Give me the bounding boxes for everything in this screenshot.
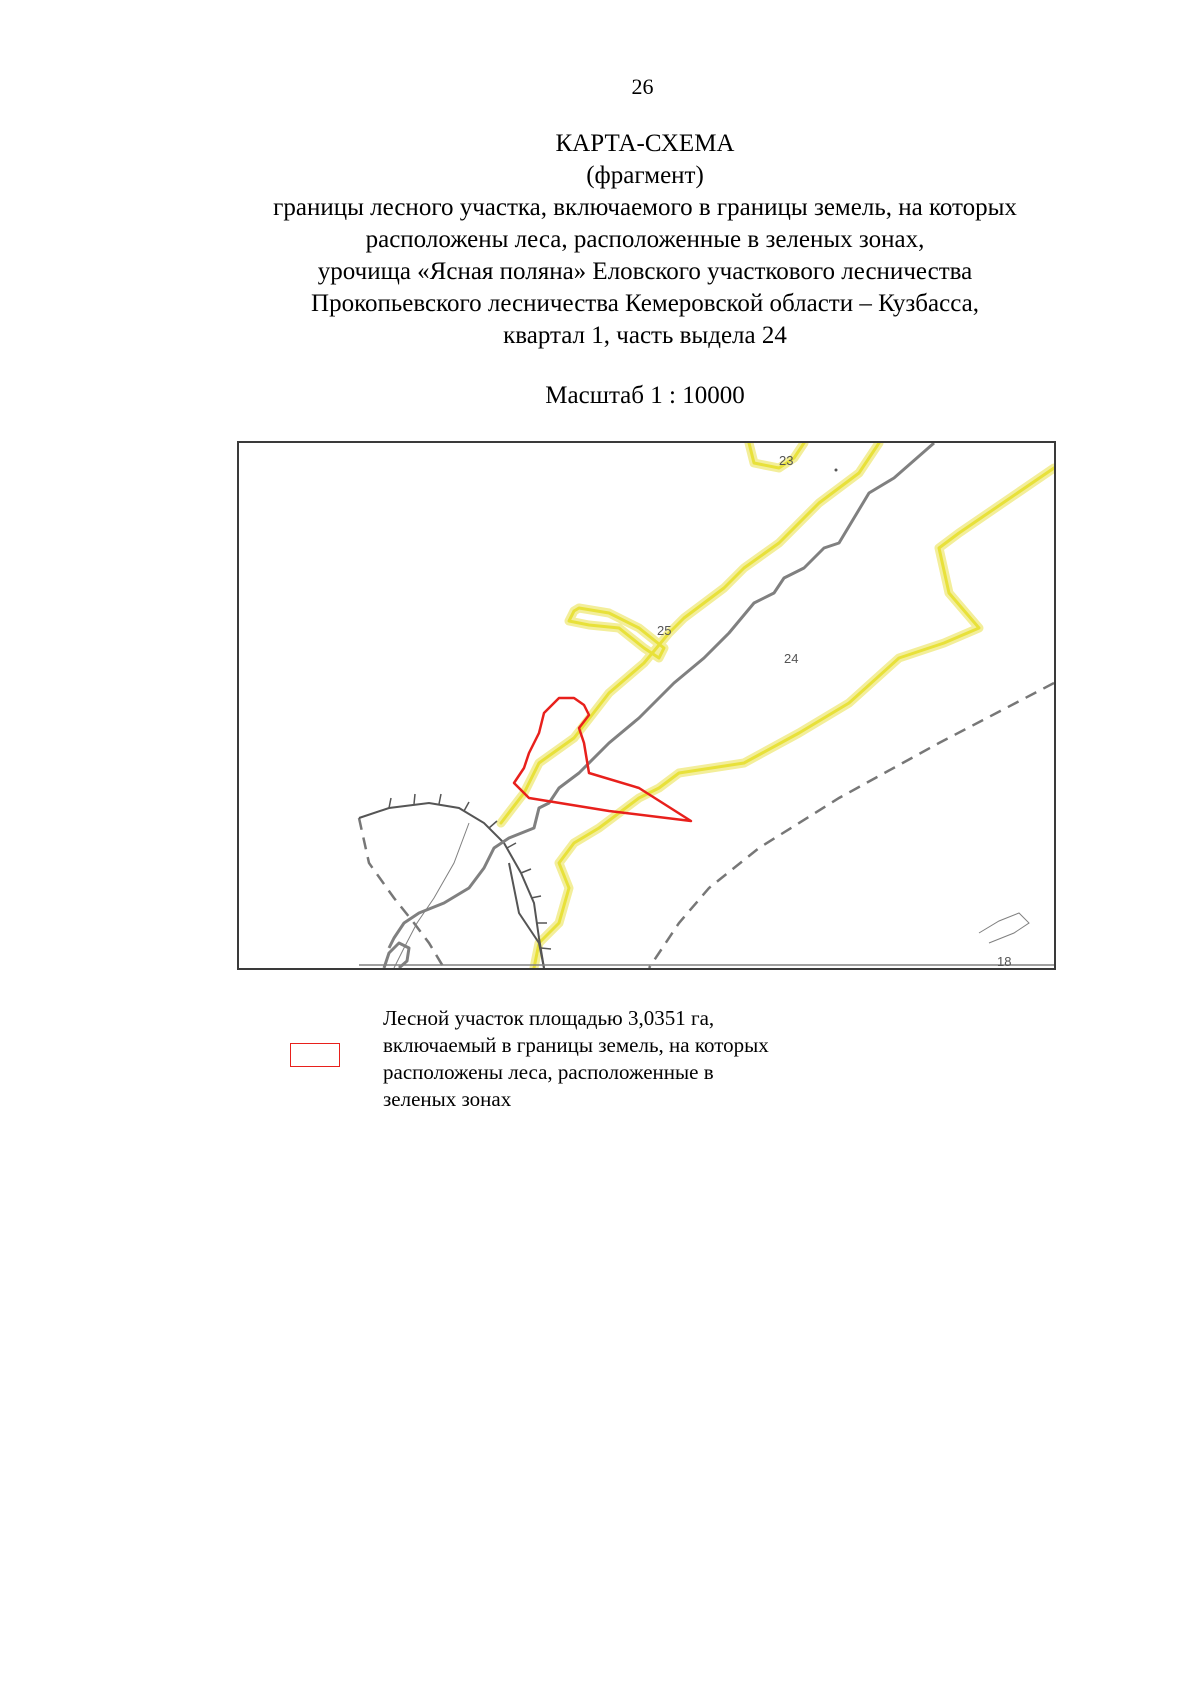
legend-description (383, 1005, 903, 1113)
title-line: Прокопьевского лесничества Кемеровской области – Кузбасса, (311, 290, 979, 317)
hatched-boundary (359, 794, 551, 968)
zone-boundary (501, 443, 879, 823)
plot-label-24: 24 (784, 651, 799, 666)
title-line: КАРТА-СХЕМА (555, 130, 735, 157)
legend-line: Лесной участок площадью 3,0351 га, (383, 1006, 715, 1030)
page-number: 26 (631, 74, 654, 99)
title-line: (фрагмент) (586, 162, 704, 189)
zone-boundary-glow (534, 468, 1054, 968)
map-scale: Масштаб 1 : 10000 (545, 382, 745, 409)
plot-label-25: 25 (657, 623, 672, 638)
dashed-boundary (649, 683, 1054, 968)
title-line: урочища «Ясная поляна» Еловского участкового лесничества (317, 258, 973, 285)
thin-road (979, 913, 1029, 943)
map-point (835, 469, 838, 472)
title-line: квартал 1, часть выдела 24 (503, 322, 787, 349)
legend-swatch (290, 1043, 340, 1067)
plot-label-18: 18 (997, 954, 1012, 968)
title-line: расположены леса, расположенные в зеленых зонах, (365, 226, 925, 253)
title-line: границы лесного участка, включаемого в границы земель, на которых (273, 194, 1017, 221)
document-title (150, 128, 1140, 352)
map-canvas (239, 443, 1054, 968)
legend-line: зеленых зонах (383, 1087, 512, 1111)
map-frame (237, 441, 1056, 970)
zone-boundary (534, 468, 1054, 968)
legend-line: включаемый в границы земель, на которых (383, 1033, 769, 1057)
plot-label-23: 23 (779, 453, 794, 468)
legend-line: расположены леса, расположенные в (383, 1060, 714, 1084)
